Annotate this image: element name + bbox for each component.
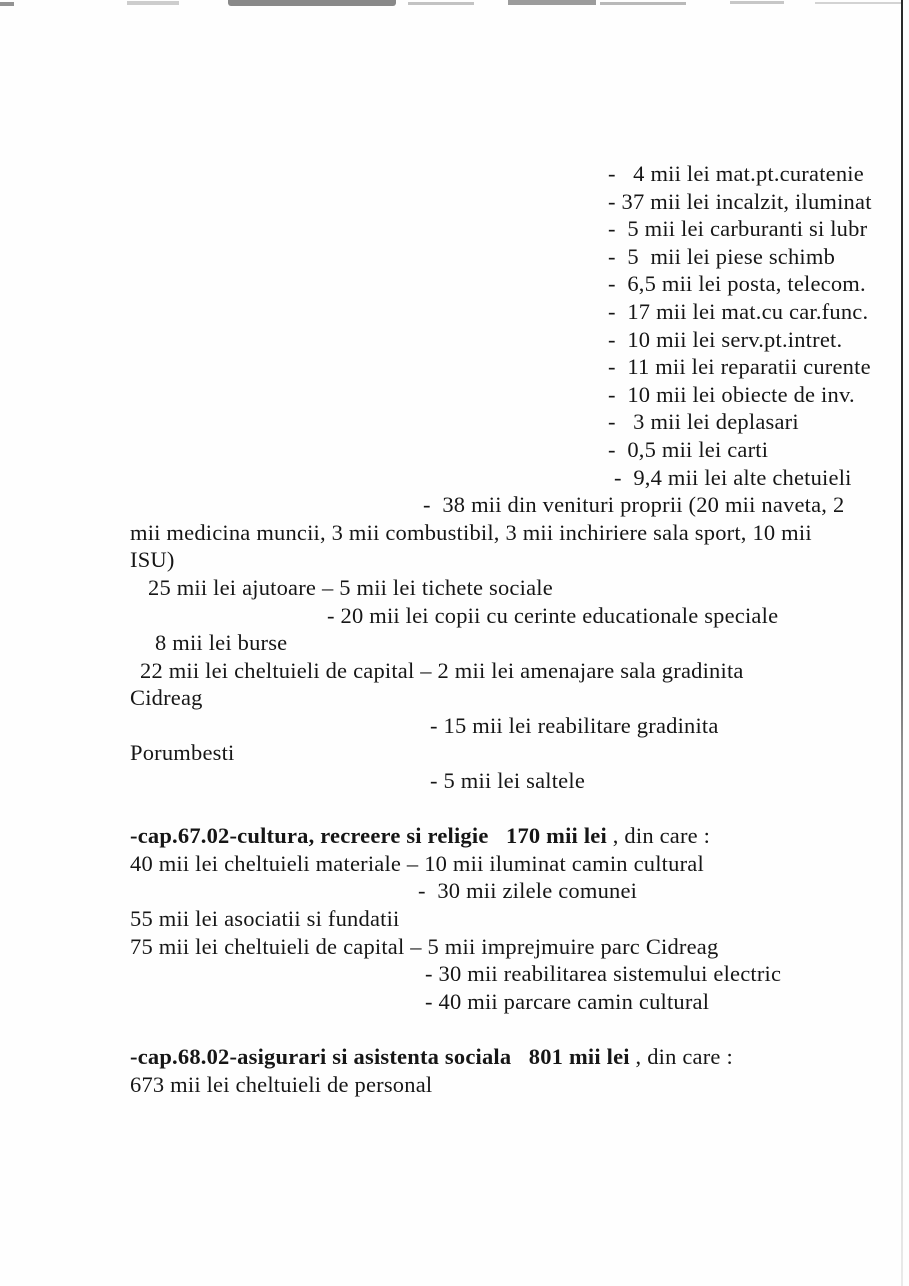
text-line: - 17 mii lei mat.cu car.func. — [608, 298, 869, 324]
text-line: - 5 mii lei saltele — [430, 768, 586, 794]
text-line: - 9,4 mii lei alte chetuieli — [614, 464, 852, 490]
text-line: - 30 mii reabilitarea sistemului electric — [425, 961, 782, 987]
scan-streak-icon — [127, 1, 179, 5]
text-line: - 6,5 mii lei posta, telecom. — [608, 271, 866, 297]
text-line: - 30 mii zilele comunei — [418, 878, 638, 904]
text-line — [0, 795, 909, 823]
scan-streak-icon — [600, 2, 686, 5]
text-line: 25 mii lei ajutoare – 5 mii lei tichete sociale — [148, 574, 553, 600]
scan-streak-icon — [408, 2, 474, 5]
document-body — [0, 160, 909, 1098]
heading-normal-segment: , din care : — [606, 823, 711, 849]
text-line: - 37 mii lei incalzit, iluminat — [608, 188, 872, 214]
text-line: 22 mii lei cheltuieli de capital – 2 mii lei amenajare sala gradinita — [140, 657, 744, 683]
text-line: - 10 mii lei serv.pt.intret. — [608, 326, 843, 352]
scan-streak-icon — [228, 0, 396, 6]
heading-bold-segment: -cap.68.02-asigurari si asistenta sociala 801 mii lei — [130, 1044, 630, 1069]
text-line: - 40 mii parcare camin cultural — [425, 988, 710, 1014]
text-line: - 5 mii lei carburanti si lubr — [608, 216, 868, 242]
text-line: - 3 mii lei deplasari — [608, 409, 799, 435]
text-line: 40 mii lei cheltuieli materiale – 10 mii iluminat camin cultural — [130, 850, 704, 876]
scan-streak-icon — [815, 2, 901, 4]
text-line: 55 mii lei asociatii si fundatii — [130, 906, 400, 932]
text-line: ISU) — [130, 547, 175, 573]
scan-streak-icon — [508, 0, 596, 5]
scan-streak-icon — [730, 1, 784, 4]
text-line: - 15 mii lei reabilitare gradinita — [430, 712, 719, 738]
text-line — [0, 822, 909, 850]
text-line: 8 mii lei burse — [155, 630, 288, 656]
text-line: - 4 mii lei mat.pt.curatenie — [608, 161, 864, 186]
text-line: - 11 mii lei reparatii curente — [608, 354, 871, 380]
text-line: 673 mii lei cheltuieli de personal — [130, 1071, 433, 1097]
text-line: - 10 mii lei obiecte de inv. — [608, 381, 855, 407]
text-line: - 20 mii lei copii cu cerinte educationale speciale — [327, 602, 779, 628]
text-line: Porumbesti — [130, 740, 235, 766]
text-line: - 0,5 mii lei carti — [608, 436, 769, 462]
text-line: mii medicina muncii, 3 mii combustibil, 3 mii inchiriere sala sport, 10 mii — [130, 519, 812, 545]
text-line: Cidreag — [130, 685, 203, 711]
text-line: - 38 mii din venituri proprii (20 mii naveta, 2 — [423, 492, 845, 518]
heading-bold-segment: -cap.67.02-cultura, recreere si religie 170 mii lei — [130, 823, 607, 849]
scan-streak-icon — [0, 2, 14, 6]
text-line: 75 mii lei cheltuieli de capital – 5 mii imprejmuire parc Cidreag — [130, 933, 719, 959]
text-line: - 5 mii lei piese schimb — [608, 243, 836, 269]
text-line — [0, 1043, 909, 1071]
heading-normal-segment: , din care : — [629, 1044, 733, 1069]
text-line — [0, 1015, 909, 1043]
